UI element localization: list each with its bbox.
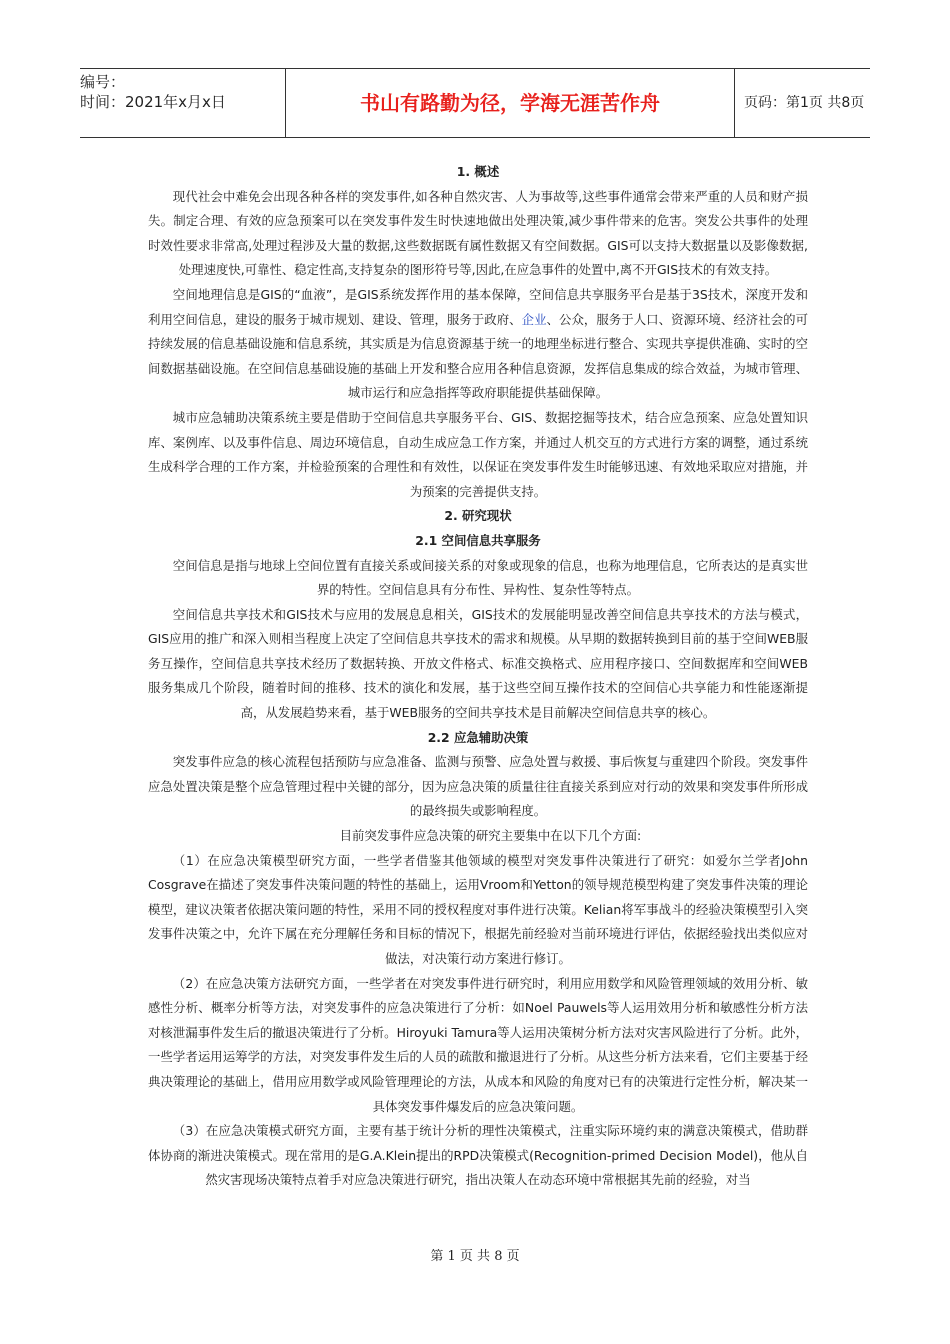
paragraph-2-text-b: 、公众，服务于人口、资源环境、经济社会的可持续发展的信息基础设施和信息系统，其实质是为信息资源基于统一的地理坐标进行整合、实现共享提供准确、实时的空间数据基础设施。在空间信息基础设施的基础上开发和整合应用各种信息资源，发挥信息集成的综合效益，为城市管理、城市运行和应急指挥等政府职能提供基础保障。 — [148, 311, 809, 401]
section-2-title: 2. 研究现状 — [444, 508, 512, 524]
page-header — [80, 68, 870, 138]
section-2-1-paragraph-2: 空间信息共享技术和GIS技术与应用的发展息息相关，GIS技术的发展能明显改善空间信息共享技术的方法与模式，GIS应用的推广和深入则相当程度上决定了空间信息共享技术的需求和规模。从早期的数据转换到目前的基于空间WEB服务互操作，空间信息共享技术经历了数据转换、开放文件格式、标准交换格式、应用程序接口、空间数据库和空间WEB服务集成几个阶段，随着时间的推移、技术的演化和发展，基于这些空间互操作技术的空间信心共享能力和性能逐渐提高，从发展趋势来看，基于WEB服务的空间共享技术是目前解决空间信息共享的核心。 — [148, 606, 808, 721]
paragraph-2-text-a: 空间地理信息是GIS的“血液”，是GIS系统发挥作用的基本保障，空间信息共享服务平台是基于3S技术，深度开发和利用空间信息，建设的服务于城市规划、建设、管理，服务于政府、 — [148, 286, 808, 327]
section-2-2-paragraph-3: （1）在应急决策模型研究方面，一些学者借鉴其他领域的模型对突发事件决策进行了研究：如爱尔兰学者John Cosgrave在描述了突发事件决策问题的特性的基础上，运用Vroom和Yetton的领导规范模型构建了突发事件决策的理论模型，建议决策者依据决策问题的特性，采用不同的授权程度对事件进行决策。Kelian将军事战斗的经验决策模型引入突发事件决策之中，允许下属在充分理解任务和目标的情况下，根据先前经验对当前环境进行评估，依据经验找出类似应对做法，对决策行动方案进行修订。 — [148, 852, 808, 966]
header-meta — [80, 69, 285, 140]
section-2-1-title: 2.1 空间信息共享服务 — [415, 532, 541, 548]
number-label: 编号： — [80, 73, 126, 91]
section-2-2-paragraph-4: （2）在应急决策方法研究方面，一些学者在对突发事件进行研究时，利用应用数学和风险管理领域的效用分析、敏感性分析、概率分析等方法，对突发事件的应急决策进行了分析：如Noel Pauwels等人运用效用分析和敏感性分析方法对核泄漏事件发生后的撤退决策进行了分析。Hiroyuki Tamura等人运用决策树分析方法对灾害风险进行了分析。此外，一些学者运用运筹学的方法，对突发事件发生后的人员的疏散和撤退进行了分析。从这些分析方法来看，它们主要基于经典决策理论的基础上，借用应用数学或风险管理理论的方法，从成本和风险的角度对已有的决策进行定性分析，解决某一具体突发事件爆发后的应急决策问题。 — [148, 975, 808, 1114]
document-body — [148, 160, 808, 1193]
page-footer: 第 1 页 共 8 页 — [430, 1249, 520, 1264]
section-1-paragraph-3: 城市应急辅助决策系统主要是借助于空间信息共享服务平台、GIS、数据挖掘等技术，结合应急预案、应急处置知识库、案例库、以及事件信息、周边环境信息，自动生成应急工作方案，并通过人机交互的方式进行方案的调整，通过系统生成科学合理的工作方案，并检验预案的合理性和有效性，以保证在突发事件发生时能够迅速、有效地采取应对措施，并为预案的完善提供支持。 — [148, 409, 808, 499]
header-motto: 书山有路勤为径，学海无涯苦作舟 — [285, 69, 735, 137]
section-2-2-paragraph-1: 突发事件应急的核心流程包括预防与应急准备、监测与预警、应急处置与救援、事后恢复与重建四个阶段。突发事件应急处置决策是整个应急管理过程中关键的部分，因为应急决策的质量往往直接关系到应对行动的效果和突发事件所形成的最终损失或影响程度。 — [148, 754, 808, 819]
section-2-1-paragraph-1: 空间信息是指与地球上空间位置有直接关系或间接关系的对象或现象的信息，也称为地理信息，它所表达的是真实世界的特性。空间信息具有分布性、异构性、复杂性等特点。 — [172, 557, 808, 598]
section-2-2-title: 2.2 应急辅助决策 — [427, 729, 529, 745]
enterprise-link[interactable]: 企业 — [521, 311, 547, 327]
header-page-info: 页码：第1页 共8页 — [744, 95, 865, 111]
time-label: 时间：2021年x月x日 — [80, 93, 226, 111]
section-2-2-paragraph-2: 目前突发事件应急决策的研究主要集中在以下几个方面: — [339, 828, 642, 844]
section-2-2-paragraph-5: （3）在应急决策模式研究方面，主要有基于统计分析的理性决策模式，注重实际环境约束的满意决策模式，借助群体协商的渐进决策模式。现在常用的是G.A.Klein提出的RPD决策模式(Recognition-primed Decision Model)，他从自然灾害现场决策特点着手对应急决策进行研究，指出决策人在动态环境中常根据其先前的经验，对当 — [148, 1123, 808, 1188]
section-1-paragraph-2 — [148, 283, 808, 406]
section-1-title: 1. 概述 — [456, 164, 500, 179]
section-1-paragraph-1: 现代社会中难免会出现各种各样的突发事件,如各种自然灾害、人为事故等,这些事件通常会带来严重的人员和财产损失。制定合理、有效的应急预案可以在突发事件发生时快速地做出处理决策,减少事件带来的危害。突发公共事件的处理时效性要求非常高,处理过程涉及大量的数据,这些数据既有属性数据又有空间数据。GIS可以支持大数据量以及影像数据,处理速度快,可靠性、稳定性高,支持复杂的图形符号等,因此,在应急事件的处置中,离不开GIS技术的有效支持。 — [148, 188, 808, 278]
